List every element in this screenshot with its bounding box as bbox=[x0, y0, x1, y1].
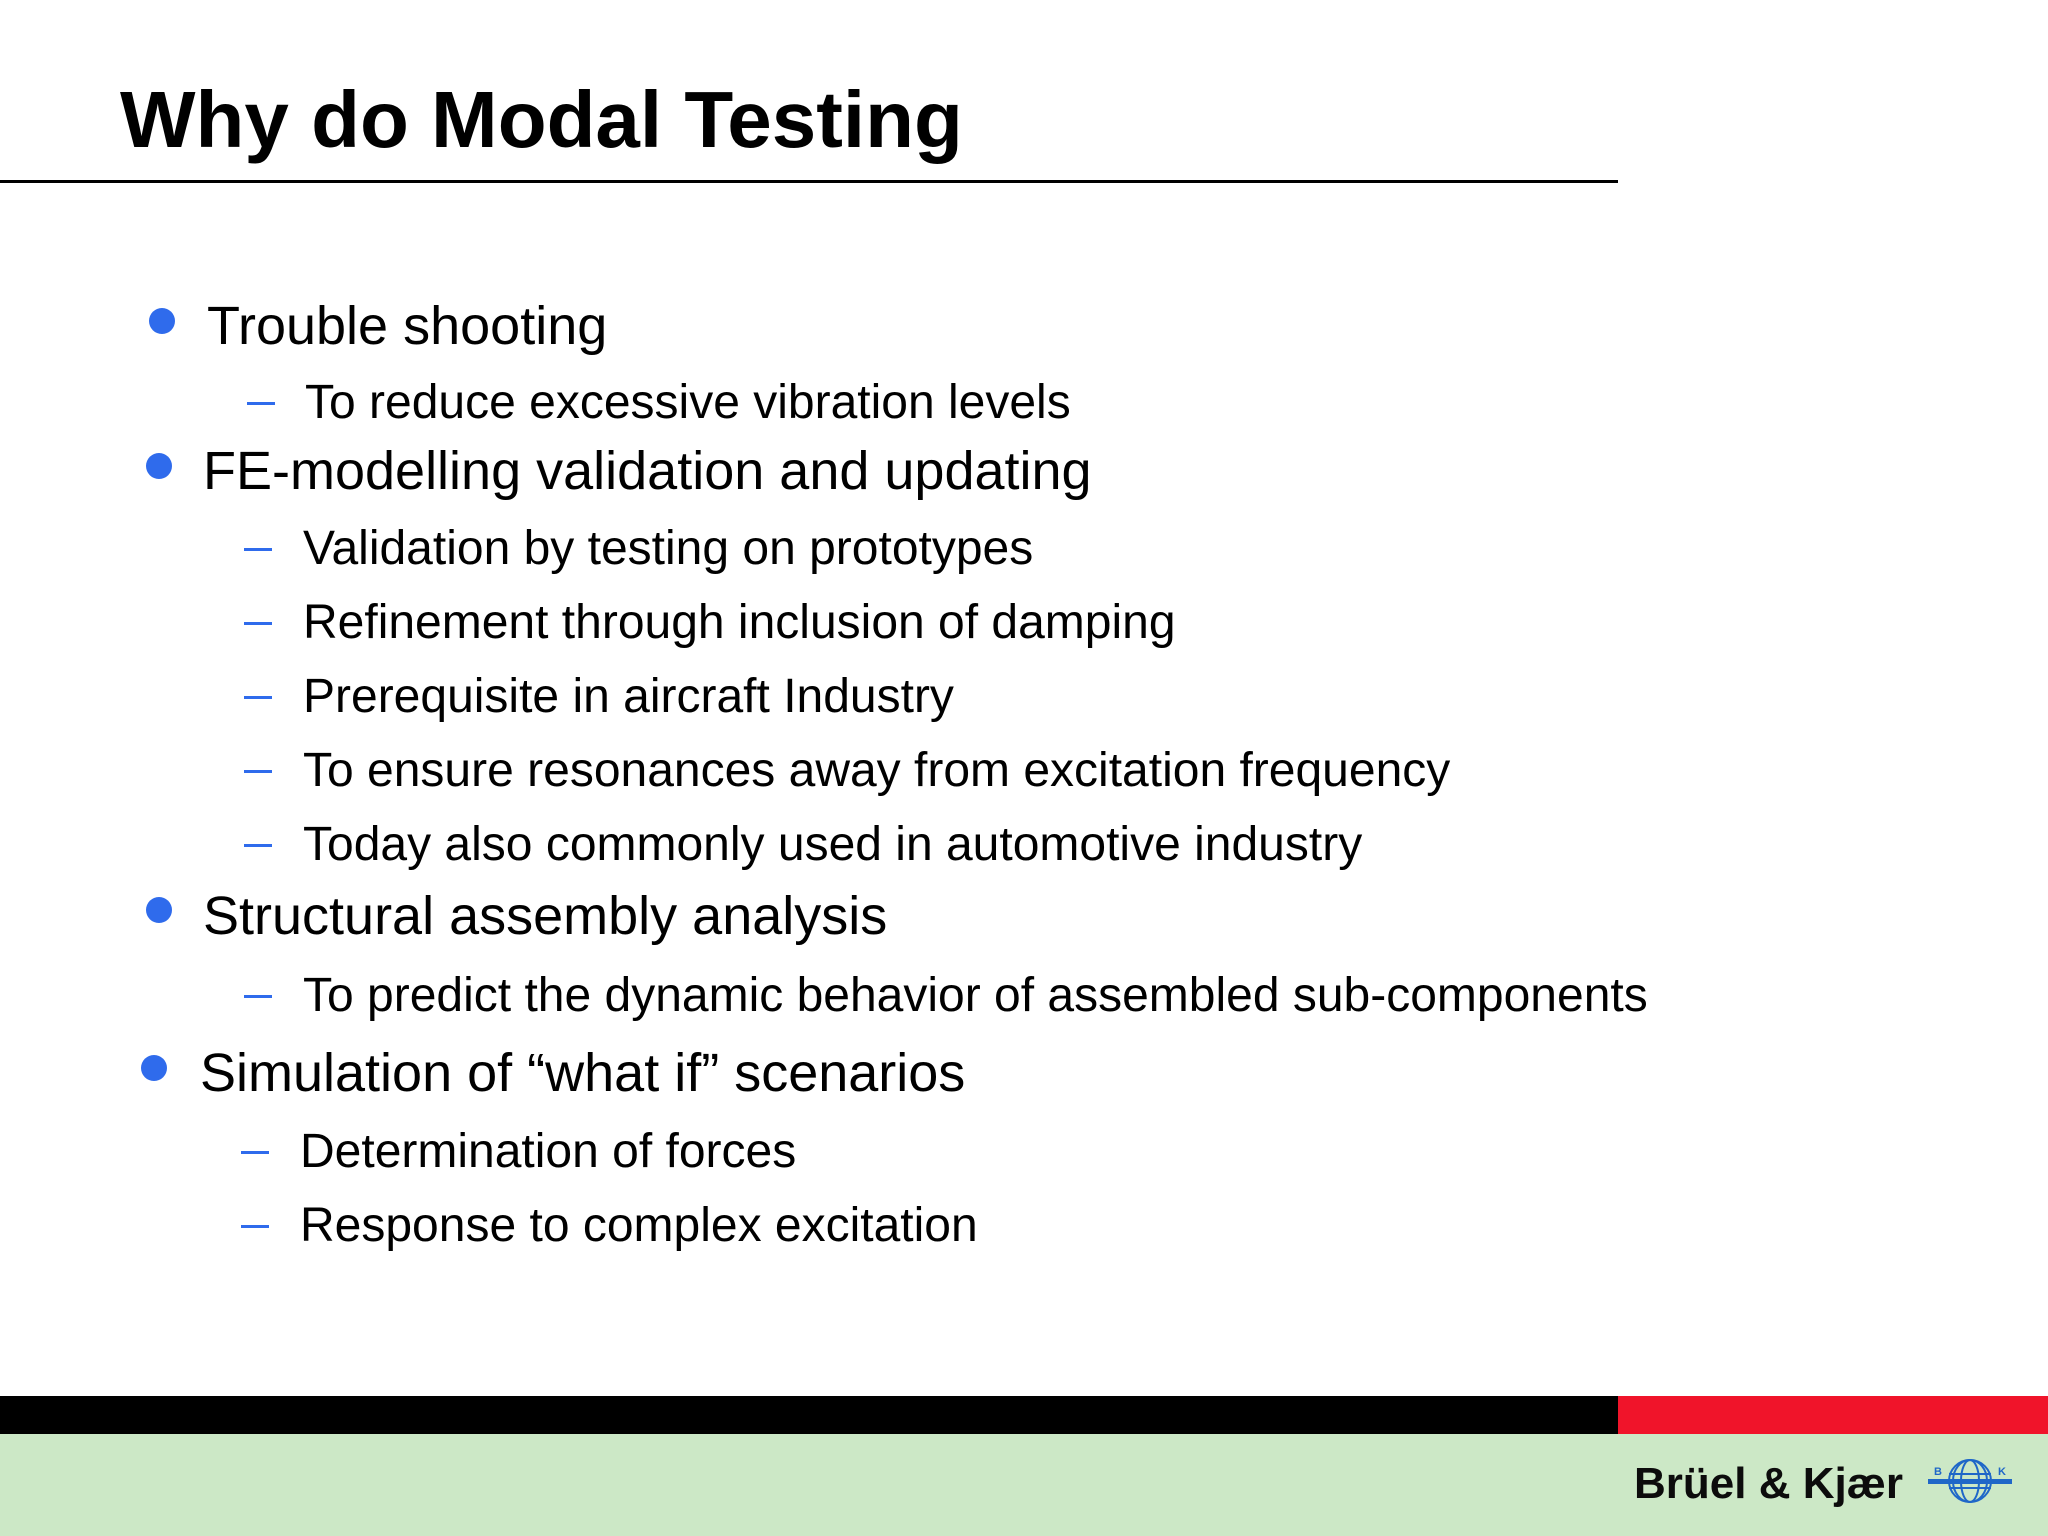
sub-item: Response to complex excitation bbox=[300, 1199, 978, 1252]
logo-wordmark: Brüel & Kjær bbox=[1634, 1459, 1903, 1508]
dash-icon bbox=[244, 548, 272, 551]
dash-icon bbox=[244, 844, 272, 847]
bullet-icon bbox=[141, 1055, 167, 1081]
dash-icon bbox=[244, 696, 272, 699]
globe-icon bbox=[1926, 1456, 2014, 1506]
bullet-icon bbox=[146, 453, 172, 479]
bullet-item: FE-modelling validation and updating bbox=[203, 441, 1092, 501]
dash-icon bbox=[241, 1225, 269, 1228]
footer-red-bar bbox=[1618, 1396, 2048, 1434]
sub-item: To predict the dynamic behavior of assembled sub-components bbox=[303, 969, 1648, 1022]
sub-item: To reduce excessive vibration levels bbox=[305, 376, 1071, 429]
dash-icon bbox=[244, 770, 272, 773]
bullet-icon bbox=[146, 897, 172, 923]
dash-icon bbox=[244, 622, 272, 625]
title-divider bbox=[0, 180, 1618, 183]
bullet-item: Trouble shooting bbox=[207, 296, 608, 356]
sub-item: To ensure resonances away from excitation frequency bbox=[303, 744, 1451, 797]
sub-item: Refinement through inclusion of damping bbox=[303, 596, 1176, 649]
logo-letter-k: K bbox=[1998, 1466, 2006, 1478]
sub-item: Determination of forces bbox=[300, 1125, 797, 1178]
sub-item: Validation by testing on prototypes bbox=[303, 522, 1034, 575]
footer-black-bar bbox=[0, 1396, 1618, 1434]
sub-item: Today also commonly used in automotive industry bbox=[303, 818, 1363, 871]
slide-title: Why do Modal Testing bbox=[120, 75, 963, 164]
dash-icon bbox=[241, 1151, 269, 1154]
sub-item: Prerequisite in aircraft Industry bbox=[303, 670, 954, 723]
bullet-item: Simulation of “what if” scenarios bbox=[200, 1043, 966, 1103]
dash-icon bbox=[247, 402, 275, 405]
bullet-item: Structural assembly analysis bbox=[203, 886, 888, 946]
logo-letter-b: B bbox=[1934, 1466, 1942, 1478]
bullet-icon bbox=[149, 308, 175, 334]
dash-icon bbox=[244, 995, 272, 998]
